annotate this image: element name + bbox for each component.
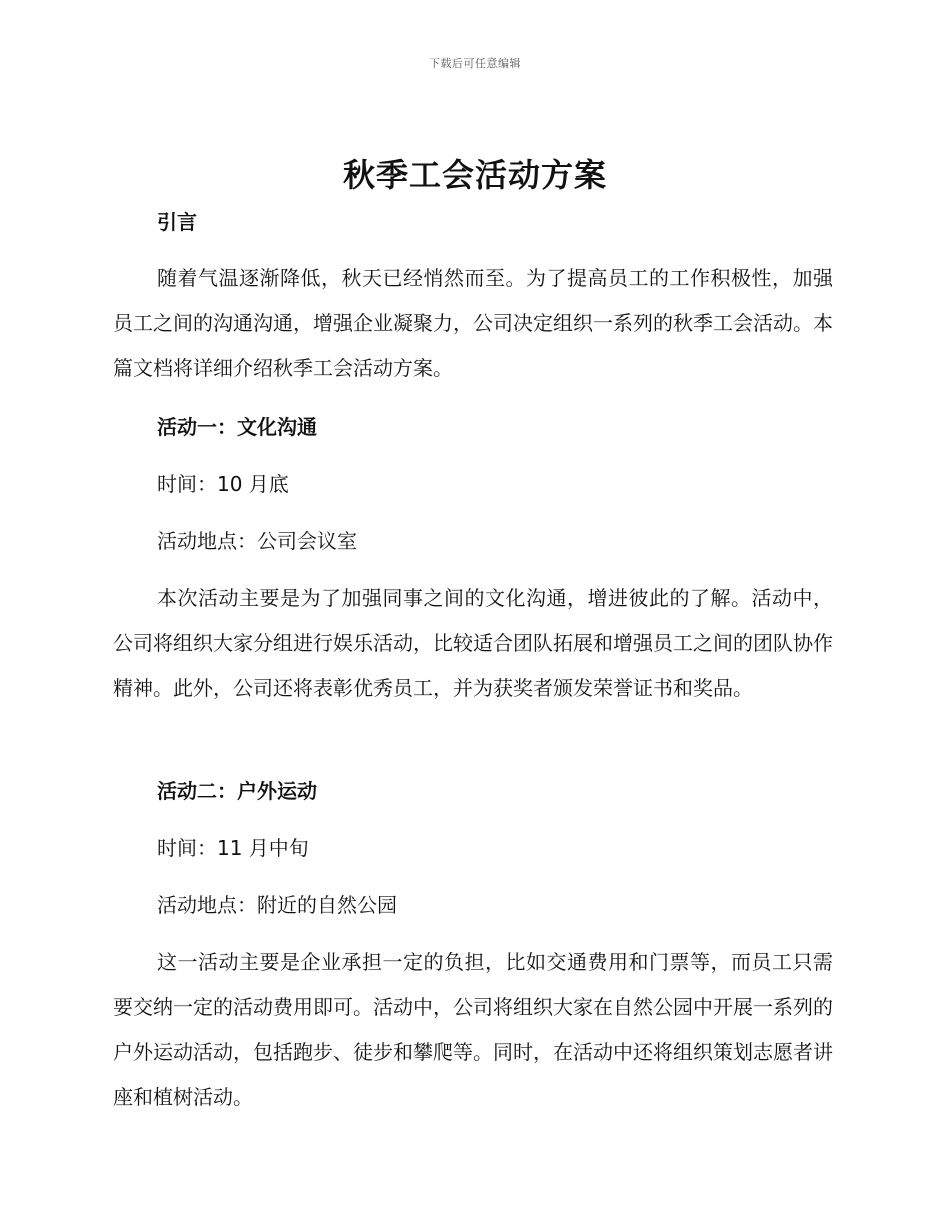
activity2-time: 时间：11 月中旬 <box>157 836 309 860</box>
intro-section <box>113 256 833 391</box>
activity1-heading: 活动一：文化沟通 <box>157 415 317 439</box>
activity1-section <box>113 576 833 711</box>
activity2-location: 活动地点：附近的自然公园 <box>157 893 397 917</box>
header-note: 下载后可任意编辑 <box>429 57 521 70</box>
activity2-heading: 活动二：户外运动 <box>157 779 317 803</box>
intro-heading: 引言 <box>157 210 197 234</box>
activity2-section <box>113 940 833 1120</box>
activity1-paragraph: 本次活动主要是为了加强同事之间的文化沟通，增进彼此的了解。活动中，公司将组织大家分组进行娱乐活动，比较适合团队拓展和增强员工之间的团队协作精神。此外，公司还将表彰优秀员工，并为获奖者颁发荣誉证书和奖品。 <box>113 586 833 700</box>
activity1-time: 时间：10 月底 <box>157 472 289 496</box>
intro-paragraph: 随着气温逐渐降低，秋天已经悄然而至。为了提高员工的工作积极性，加强员工之间的沟通沟通，增强企业凝聚力，公司决定组织一系列的秋季工会活动。本篇文档将详细介绍秋季工会活动方案。 <box>113 266 833 380</box>
activity1-location: 活动地点：公司会议室 <box>157 529 357 553</box>
page-title: 秋季工会活动方案 <box>342 156 607 194</box>
activity2-paragraph: 这一活动主要是企业承担一定的负担，比如交通费用和门票等，而员工只需要交纳一定的活动费用即可。活动中，公司将组织大家在自然公园中开展一系列的户外运动活动，包括跑步、徒步和攀爬等。同时，在活动中还将组织策划志愿者讲座和植树活动。 <box>113 950 833 1109</box>
